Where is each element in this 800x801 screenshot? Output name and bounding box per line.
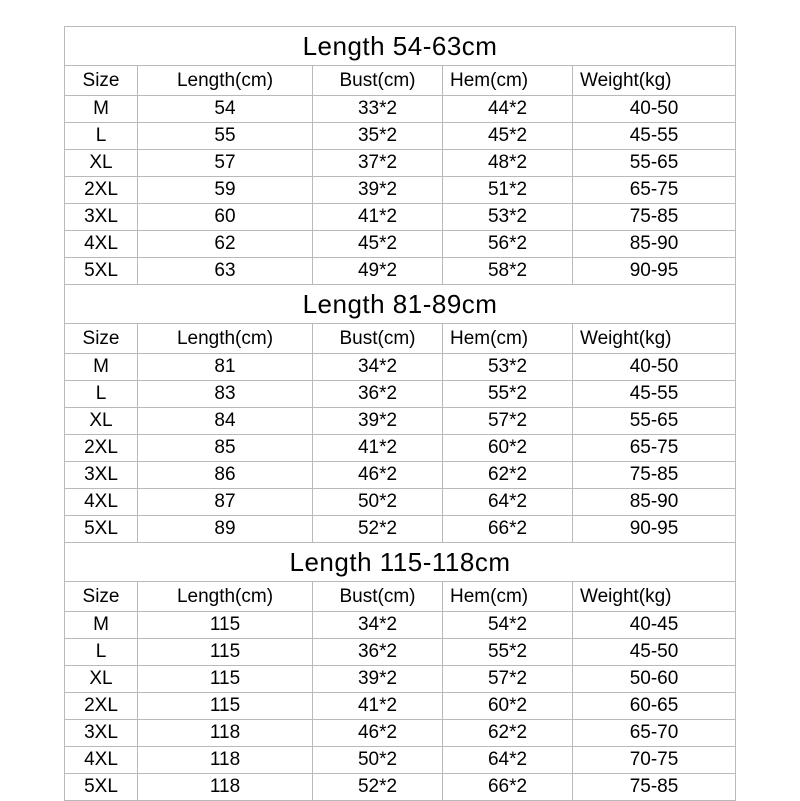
cell-bust: 36*2 (313, 639, 443, 666)
cell-weight: 55-65 (573, 408, 736, 435)
cell-length: 62 (138, 231, 313, 258)
cell-hem: 53*2 (443, 204, 573, 231)
column-header-row (65, 324, 736, 354)
cell-size: 5XL (65, 774, 138, 801)
table-row (65, 462, 736, 489)
table-row (65, 123, 736, 150)
table-row (65, 639, 736, 666)
cell-length: 89 (138, 516, 313, 543)
cell-size: M (65, 354, 138, 381)
column-header-weight: Weight(kg) (573, 582, 736, 612)
column-header-bust: Bust(cm) (313, 324, 443, 354)
cell-bust: 46*2 (313, 462, 443, 489)
cell-hem: 62*2 (443, 462, 573, 489)
cell-hem: 55*2 (443, 639, 573, 666)
cell-weight: 45-55 (573, 123, 736, 150)
cell-bust: 50*2 (313, 747, 443, 774)
cell-weight: 75-85 (573, 774, 736, 801)
cell-hem: 57*2 (443, 408, 573, 435)
cell-length: 118 (138, 747, 313, 774)
column-header-size: Size (65, 582, 138, 612)
table-row (65, 720, 736, 747)
cell-size: 3XL (65, 720, 138, 747)
cell-bust: 36*2 (313, 381, 443, 408)
cell-hem: 51*2 (443, 177, 573, 204)
cell-weight: 40-45 (573, 612, 736, 639)
cell-hem: 62*2 (443, 720, 573, 747)
cell-weight: 75-85 (573, 204, 736, 231)
cell-length: 86 (138, 462, 313, 489)
cell-hem: 45*2 (443, 123, 573, 150)
cell-weight: 55-65 (573, 150, 736, 177)
cell-hem: 56*2 (443, 231, 573, 258)
cell-length: 55 (138, 123, 313, 150)
section-title: Length 81-89cm (65, 285, 736, 324)
cell-length: 63 (138, 258, 313, 285)
table-row (65, 231, 736, 258)
column-header-size: Size (65, 324, 138, 354)
column-header-hem: Hem(cm) (443, 324, 573, 354)
cell-size: 4XL (65, 489, 138, 516)
cell-bust: 39*2 (313, 408, 443, 435)
cell-length: 87 (138, 489, 313, 516)
cell-weight: 45-50 (573, 639, 736, 666)
cell-size: M (65, 96, 138, 123)
size-table-section-2 (64, 284, 736, 543)
section-title: Length 54-63cm (65, 27, 736, 66)
cell-bust: 41*2 (313, 435, 443, 462)
section-title-row (65, 285, 736, 324)
cell-size: XL (65, 408, 138, 435)
cell-hem: 64*2 (443, 489, 573, 516)
cell-size: 5XL (65, 516, 138, 543)
cell-size: M (65, 612, 138, 639)
cell-length: 115 (138, 666, 313, 693)
cell-weight: 40-50 (573, 354, 736, 381)
cell-size: XL (65, 666, 138, 693)
cell-weight: 90-95 (573, 516, 736, 543)
column-header-size: Size (65, 66, 138, 96)
cell-length: 118 (138, 774, 313, 801)
column-header-length: Length(cm) (138, 582, 313, 612)
column-header-hem: Hem(cm) (443, 582, 573, 612)
cell-bust: 39*2 (313, 177, 443, 204)
column-header-hem: Hem(cm) (443, 66, 573, 96)
cell-length: 115 (138, 639, 313, 666)
cell-weight: 85-90 (573, 231, 736, 258)
cell-length: 83 (138, 381, 313, 408)
cell-size: 4XL (65, 231, 138, 258)
cell-length: 84 (138, 408, 313, 435)
cell-weight: 65-75 (573, 177, 736, 204)
cell-length: 54 (138, 96, 313, 123)
table-row (65, 747, 736, 774)
table-row (65, 774, 736, 801)
size-table-section-1 (64, 26, 736, 285)
cell-hem: 57*2 (443, 666, 573, 693)
cell-bust: 39*2 (313, 666, 443, 693)
cell-length: 115 (138, 612, 313, 639)
cell-weight: 50-60 (573, 666, 736, 693)
cell-size: 4XL (65, 747, 138, 774)
cell-size: 3XL (65, 462, 138, 489)
cell-hem: 53*2 (443, 354, 573, 381)
table-row (65, 489, 736, 516)
cell-hem: 44*2 (443, 96, 573, 123)
cell-weight: 60-65 (573, 693, 736, 720)
cell-bust: 50*2 (313, 489, 443, 516)
cell-weight: 85-90 (573, 489, 736, 516)
cell-weight: 40-50 (573, 96, 736, 123)
cell-size: L (65, 123, 138, 150)
cell-weight: 45-55 (573, 381, 736, 408)
size-chart (64, 26, 735, 801)
cell-length: 118 (138, 720, 313, 747)
table-row (65, 612, 736, 639)
section-title: Length 115-118cm (65, 543, 736, 582)
cell-hem: 66*2 (443, 774, 573, 801)
cell-weight: 65-75 (573, 435, 736, 462)
cell-hem: 66*2 (443, 516, 573, 543)
cell-length: 59 (138, 177, 313, 204)
cell-size: 2XL (65, 693, 138, 720)
cell-size: 2XL (65, 177, 138, 204)
cell-bust: 34*2 (313, 354, 443, 381)
cell-hem: 60*2 (443, 693, 573, 720)
column-header-weight: Weight(kg) (573, 324, 736, 354)
column-header-row (65, 582, 736, 612)
cell-hem: 60*2 (443, 435, 573, 462)
column-header-bust: Bust(cm) (313, 582, 443, 612)
cell-bust: 33*2 (313, 96, 443, 123)
table-row (65, 150, 736, 177)
cell-hem: 54*2 (443, 612, 573, 639)
cell-length: 81 (138, 354, 313, 381)
table-row (65, 381, 736, 408)
table-row (65, 435, 736, 462)
cell-length: 115 (138, 693, 313, 720)
cell-bust: 46*2 (313, 720, 443, 747)
cell-length: 57 (138, 150, 313, 177)
cell-bust: 37*2 (313, 150, 443, 177)
cell-bust: 52*2 (313, 516, 443, 543)
column-header-bust: Bust(cm) (313, 66, 443, 96)
section-title-row (65, 27, 736, 66)
cell-size: XL (65, 150, 138, 177)
cell-bust: 52*2 (313, 774, 443, 801)
table-row (65, 258, 736, 285)
cell-hem: 55*2 (443, 381, 573, 408)
cell-bust: 35*2 (313, 123, 443, 150)
cell-hem: 48*2 (443, 150, 573, 177)
table-row (65, 354, 736, 381)
cell-size: L (65, 639, 138, 666)
table-row (65, 693, 736, 720)
cell-size: 3XL (65, 204, 138, 231)
cell-hem: 58*2 (443, 258, 573, 285)
cell-bust: 49*2 (313, 258, 443, 285)
cell-hem: 64*2 (443, 747, 573, 774)
column-header-weight: Weight(kg) (573, 66, 736, 96)
table-row (65, 516, 736, 543)
column-header-length: Length(cm) (138, 324, 313, 354)
cell-length: 60 (138, 204, 313, 231)
cell-weight: 70-75 (573, 747, 736, 774)
column-header-length: Length(cm) (138, 66, 313, 96)
cell-bust: 41*2 (313, 693, 443, 720)
cell-weight: 90-95 (573, 258, 736, 285)
cell-weight: 65-70 (573, 720, 736, 747)
section-title-row (65, 543, 736, 582)
table-row (65, 177, 736, 204)
table-row (65, 96, 736, 123)
cell-bust: 41*2 (313, 204, 443, 231)
table-row (65, 204, 736, 231)
cell-size: L (65, 381, 138, 408)
table-row (65, 666, 736, 693)
cell-size: 5XL (65, 258, 138, 285)
size-table-section-3 (64, 542, 736, 801)
cell-bust: 45*2 (313, 231, 443, 258)
table-row (65, 408, 736, 435)
cell-length: 85 (138, 435, 313, 462)
column-header-row (65, 66, 736, 96)
cell-weight: 75-85 (573, 462, 736, 489)
cell-size: 2XL (65, 435, 138, 462)
cell-bust: 34*2 (313, 612, 443, 639)
